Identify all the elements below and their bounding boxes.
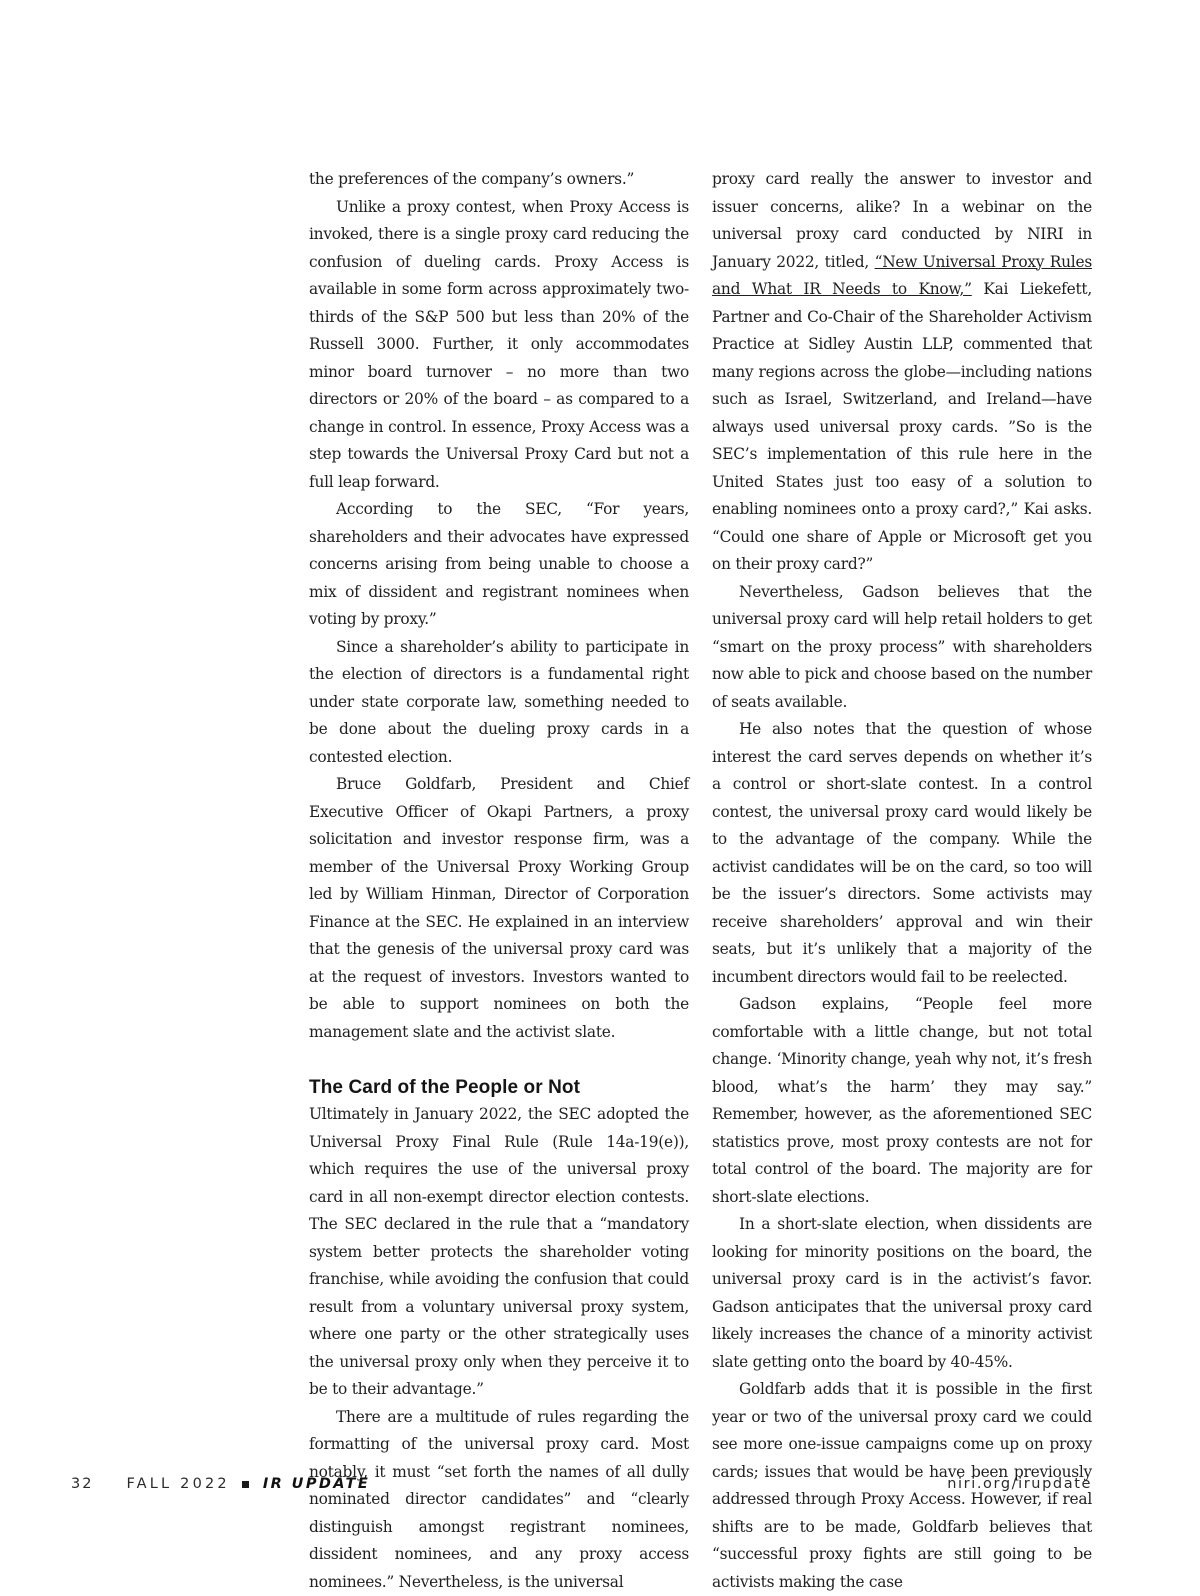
paragraph-webinar-text-start: proxy card really the answer to investor and issuer concerns, alike? In a webinar on the universal proxy card conducted by NIRI in January 2022, titled, (712, 170, 1092, 271)
footer-url[interactable]: niri.org/irupdate (947, 1474, 1092, 1494)
paragraph-gadson-explains: Gadson explains, “People feel more comfortable with a little change, but not total change. ‘Minority change, yeah why not, it’s fresh blood, what’s the harm’ they may say.” Remember, however, as the aforementioned SEC statistics prove, most proxy contests are not for total control of the board. The majority are for short-slate elections. (712, 991, 1092, 1211)
page-number: 32 (71, 1474, 93, 1494)
paragraph-webinar-text-end: Kai Liekefett, Partner and Co-Chair of the Shareholder Activism Practice at Sidley Austin LLP, commented that many regions across the globe—including nations such as Israel, Switzerland, and Ireland—have always used universal proxy cards. ”So is the SEC’s implementation of this rule here in the United States just too easy of a solution to enabling nominees onto a proxy card?,” Kai asks. “Could one share of Apple or Microsoft get you on their proxy card?” (712, 280, 1092, 573)
paragraph-webinar (712, 166, 1092, 579)
footer-left (71, 1474, 370, 1494)
paragraph-goldfarb-adds: Goldfarb adds that it is possible in the first year or two of the universal proxy card we could see more one-issue campaigns come up on proxy cards; issues that would be have been previously addressed through Proxy Access. However, if real shifts are to be made, Goldfarb believes that “successful proxy fights are still going to be activists making the case (712, 1376, 1092, 1596)
right-column (712, 166, 1092, 1596)
publication-name: IR UPDATE (263, 1474, 370, 1494)
paragraph-sec-quote: According to the SEC, “For years, shareholders and their advocates have expressed concerns arising from being unable to choose a mix of dissident and registrant nominees when voting by proxy.” (309, 496, 689, 634)
section-heading: The Card of the People or Not (309, 1074, 689, 1101)
webinar-link[interactable]: “New Universal Proxy Rules and What IR Needs to Know,” (712, 253, 1092, 299)
paragraph-short-slate: In a short-slate election, when dissidents are looking for minority positions on the board, the universal proxy card is in the activist’s favor. Gadson anticipates that the universal proxy card likely increases the chance of a minority activist slate getting onto the board by 40-45%. (712, 1211, 1092, 1376)
paragraph-shareholder-ability: Since a shareholder’s ability to participate in the election of directors is a fundamental right under state corporate law, something needed to be done about the dueling proxy cards in a contested election. (309, 634, 689, 772)
issue-label: FALL 2022 (126, 1474, 229, 1494)
paragraph-formatting-rules: There are a multitude of rules regarding the formatting of the universal proxy card. Most notably, it must “set forth the names of all dully nominated director candidates” and “clearly distinguish amongst registrant nominees, dissident nominees, and any proxy access nominees.” Nevertheless, is the universal (309, 1404, 689, 1596)
paragraph-gadson-retail: Nevertheless, Gadson believes that the universal proxy card will help retail holders to get “smart on the proxy process” with shareholders now able to pick and choose based on the number of seats available. (712, 579, 1092, 717)
paragraph-control-contest: He also notes that the question of whose interest the card serves depends on whether it’s a control or short-slate contest. In a control contest, the universal proxy card would likely be to the advantage of the company. While the activist candidates will be on the card, so too will be the issuer’s directors. Some activists may receive shareholders’ approval and win their seats, but it’s unlikely that a majority of the incumbent directors would fail to be reelected. (712, 716, 1092, 991)
paragraph-goldfarb: Bruce Goldfarb, President and Chief Executive Officer of Okapi Partners, a proxy solicitation and investor response firm, was a member of the Universal Proxy Working Group led by William Hinman, Director of Corporation Finance at the SEC. He explained in an interview that the genesis of the universal proxy card was at the request of investors. Investors wanted to be able to support nominees on both the management slate and the activist slate. (309, 771, 689, 1046)
paragraph-1: the preferences of the company’s owners.” (309, 166, 689, 194)
paragraph-proxy-access: Unlike a proxy contest, when Proxy Access is invoked, there is a single proxy card reducing the confusion of dueling cards. Proxy Access is available in some form across approximately two-thirds of the S&P 500 but less than 20% of the Russell 3000. Further, it only accommodates minor board turnover – no more than two directors or 20% of the board – as compared to a change in control. In essence, Proxy Access was a step towards the Universal Proxy Card but not a full leap forward. (309, 194, 689, 497)
left-column (309, 166, 689, 1596)
square-icon (242, 1481, 249, 1488)
paragraph-final-rule: Ultimately in January 2022, the SEC adopted the Universal Proxy Final Rule (Rule 14a-19(e)), which requires the use of the universal proxy card in all non-exempt director election contests. The SEC declared in the rule that a “mandatory system better protects the shareholder voting franchise, while avoiding the confusion that could result from a voluntary universal proxy system, where one party or the other strategically uses the universal proxy only when they perceive it to be to their advantage.” (309, 1101, 689, 1404)
